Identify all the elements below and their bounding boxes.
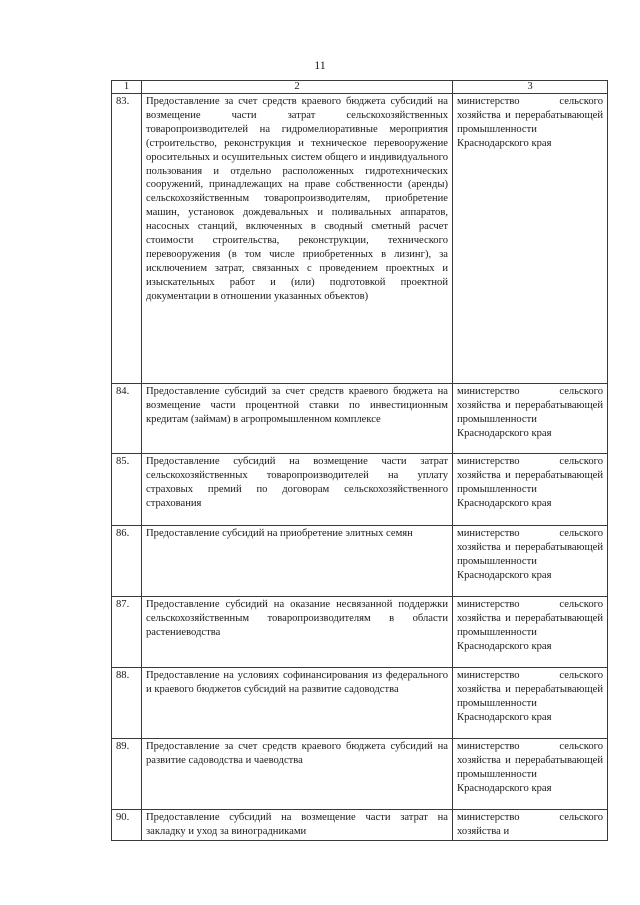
table-header-row bbox=[112, 81, 608, 94]
measures-table bbox=[111, 80, 608, 841]
header-cell-1: 1 bbox=[112, 81, 142, 94]
row-department: министерство сельского хозяйства и перерабатывающей промышленности Краснодарского края bbox=[453, 94, 608, 384]
row-description: Предоставление за счет средств краевого бюджета субсидий на развитие садоводства и чаеводства bbox=[142, 739, 453, 810]
header-cell-2: 2 bbox=[142, 81, 453, 94]
table-row bbox=[112, 384, 608, 454]
table-row bbox=[112, 597, 608, 668]
row-description: Предоставление на условиях софинансирования из федерального и краевого бюджетов субсидий на развитие садоводства bbox=[142, 668, 453, 739]
row-department: министерство сельского хозяйства и перерабатывающей промышленности Краснодарского края bbox=[453, 526, 608, 597]
row-department: министерство сельского хозяйства и перерабатывающей промышленности Краснодарского края bbox=[453, 668, 608, 739]
row-description: Предоставление субсидий на приобретение элитных семян bbox=[142, 526, 453, 597]
row-department: министерство сельского хозяйства и bbox=[453, 810, 608, 841]
row-number: 86. bbox=[112, 526, 142, 597]
table-row bbox=[112, 526, 608, 597]
row-number: 85. bbox=[112, 454, 142, 526]
row-number: 83. bbox=[112, 94, 142, 384]
row-number: 88. bbox=[112, 668, 142, 739]
row-description: Предоставление субсидий за счет средств краевого бюджета на возмещение части процентной ставки по инвестиционным кредитам (займам) в агропромышленном комплексе bbox=[142, 384, 453, 454]
table-row bbox=[112, 739, 608, 810]
table-row bbox=[112, 454, 608, 526]
row-number: 89. bbox=[112, 739, 142, 810]
row-department: министерство сельского хозяйства и перерабатывающей промышленности Краснодарского края bbox=[453, 384, 608, 454]
table-row bbox=[112, 668, 608, 739]
row-description: Предоставление субсидий на оказание несвязанной поддержки сельскохозяйственным товаропроизводителям в области растениеводства bbox=[142, 597, 453, 668]
row-number: 87. bbox=[112, 597, 142, 668]
row-description: Предоставление субсидий на возмещение части затрат на закладку и уход за виноградниками bbox=[142, 810, 453, 841]
header-cell-3: 3 bbox=[453, 81, 608, 94]
row-department: министерство сельского хозяйства и перерабатывающей промышленности Краснодарского края bbox=[453, 597, 608, 668]
row-number: 84. bbox=[112, 384, 142, 454]
row-number: 90. bbox=[112, 810, 142, 841]
row-department: министерство сельского хозяйства и перерабатывающей промышленности Краснодарского края bbox=[453, 739, 608, 810]
table-row bbox=[112, 810, 608, 841]
table-row bbox=[112, 94, 608, 384]
row-description: Предоставление за счет средств краевого бюджета субсидий на возмещение части затрат сельскохозяйственных товаропроизводителей на гидромелиоративные мероприятия (строительство, реконструкция и техническое перевооружение оросительных и осушительных систем общего и индивидуального пользования и отдельно расположенных гидротехнических сооружений, принадлежащих на праве собственности (аренды) сельскохозяйственным товаропроизводителям, приобретение машин, установок дождевальных и поливальных аппаратов, насосных станций, включенных в сводный сметный расчет стоимости строительства, реконструкции, технического перевооружения (в том числе приобретенных в лизинг), за исключением затрат, связанных с проведением проектных и изыскательных работ и (или) подготовкой проектной документации в отношении указанных объектов) bbox=[142, 94, 453, 384]
row-department: министерство сельского хозяйства и перерабатывающей промышленности Краснодарского края bbox=[453, 454, 608, 526]
page-number: 11 bbox=[314, 58, 326, 72]
row-description: Предоставление субсидий на возмещение части затрат сельскохозяйственных товаропроизводителей на уплату страховых премий по договорам сельскохозяйственного страхования bbox=[142, 454, 453, 526]
